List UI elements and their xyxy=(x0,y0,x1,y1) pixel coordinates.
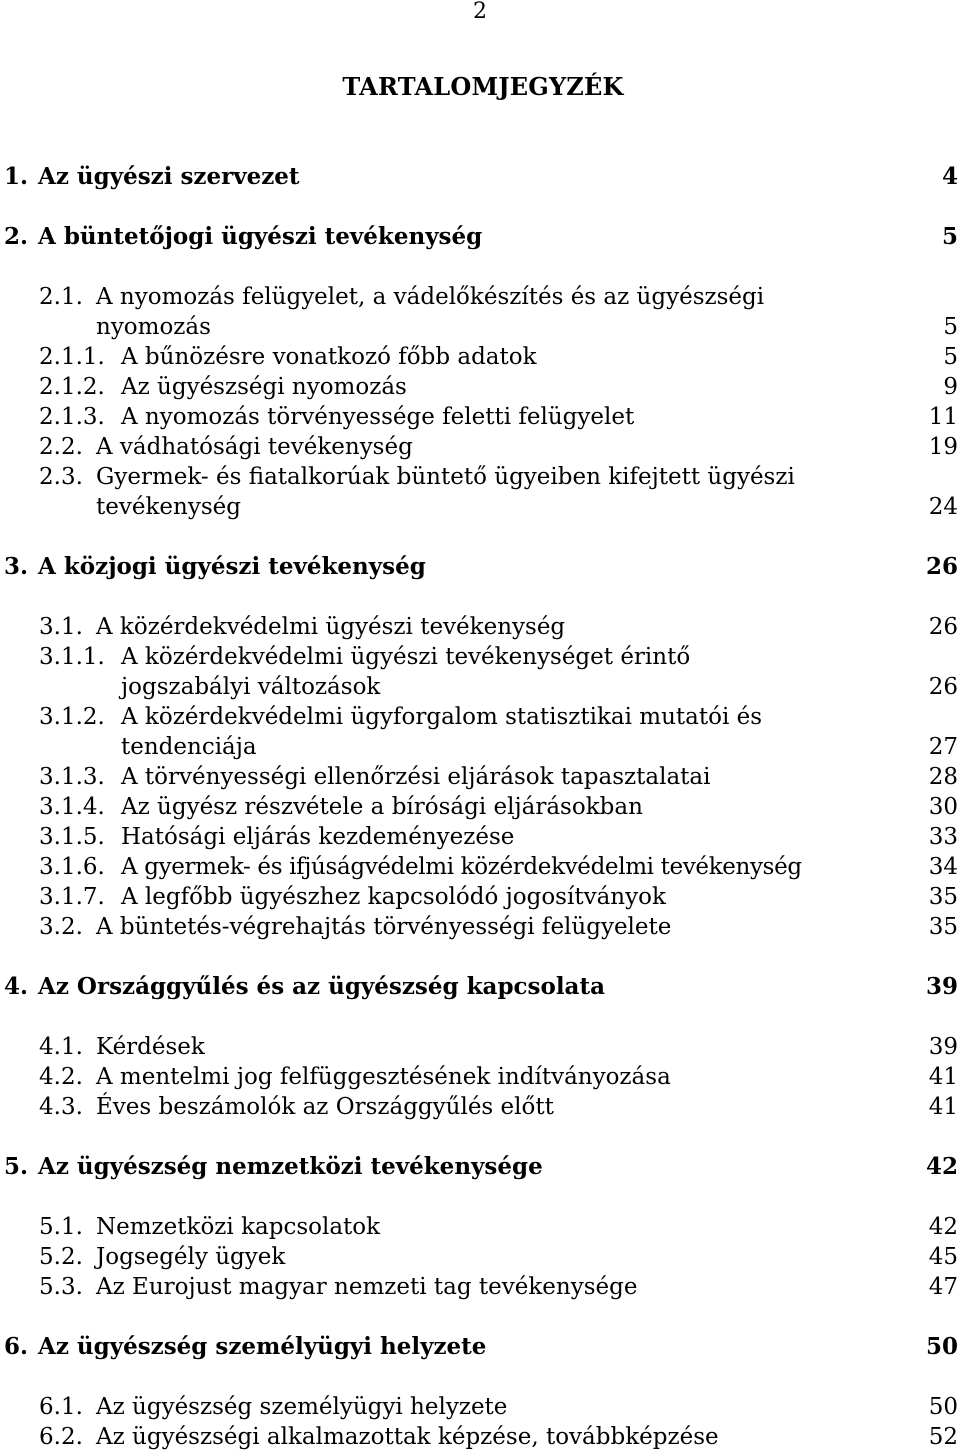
entry-number: 4.2. xyxy=(39,1064,83,1090)
entry-title: Gyermek- és fiatalkorúak büntető ügyeiben kifejtett ügyészi xyxy=(96,464,795,490)
entry-number: 2.3. xyxy=(39,464,83,490)
toc-entry[interactable] xyxy=(0,402,958,432)
entry-number: 3.1.4. xyxy=(39,794,105,820)
entry-title: A nyomozás törvényessége feletti felügyelet xyxy=(121,404,635,430)
entry-page: 39 xyxy=(928,1034,958,1060)
toc-entry[interactable] xyxy=(0,1242,958,1272)
entry-page: 30 xyxy=(928,794,958,820)
entry-number: 2.1.3. xyxy=(39,404,105,430)
entry-title: A közérdekvédelmi ügyforgalom statisztikai mutatói és xyxy=(121,704,763,730)
toc-entry[interactable] xyxy=(0,1392,958,1422)
toc-entry[interactable] xyxy=(0,342,958,372)
entry-title: Az Eurojust magyar nemzeti tag tevékenysége xyxy=(96,1274,638,1300)
entry-page: 35 xyxy=(928,884,958,910)
page-number: 2 xyxy=(473,0,487,24)
entry-number: 6. xyxy=(4,1333,29,1360)
toc-entry-continuation[interactable] xyxy=(0,492,958,522)
toc-entry[interactable] xyxy=(0,1152,958,1182)
toc-entry[interactable] xyxy=(0,1092,958,1122)
entry-title: Jogsegély ügyek xyxy=(96,1244,286,1270)
toc-entry[interactable] xyxy=(0,762,958,792)
toc-entry[interactable] xyxy=(0,552,958,582)
toc-entry[interactable] xyxy=(0,972,958,1002)
toc-entry[interactable] xyxy=(0,462,958,492)
entry-title: A vádhatósági tevékenység xyxy=(96,434,413,460)
entry-number: 4.1. xyxy=(39,1034,83,1060)
entry-title: Az ügyészségi alkalmazottak képzése, továbbképzése xyxy=(96,1424,719,1450)
entry-number: 6.1. xyxy=(39,1394,83,1420)
entry-page: 50 xyxy=(928,1394,958,1420)
entry-number: 3.1.3. xyxy=(39,764,105,790)
entry-title: tevékenység xyxy=(96,494,241,520)
entry-page: 50 xyxy=(925,1333,958,1360)
entry-number: 2.1.2. xyxy=(39,374,105,400)
entry-number: 3.1.7. xyxy=(39,884,105,910)
entry-title: tendenciája xyxy=(121,734,257,760)
toc-entry[interactable] xyxy=(0,1212,958,1242)
entry-number: 3.1.6. xyxy=(39,854,105,880)
entry-title: A közjogi ügyészi tevékenység xyxy=(38,553,426,580)
entry-page: 9 xyxy=(943,374,958,400)
entry-title: A legfőbb ügyészhez kapcsolódó jogosítványok xyxy=(121,884,666,910)
toc-entry-continuation[interactable] xyxy=(0,732,958,762)
entry-title: A közérdekvédelmi ügyészi tevékenység xyxy=(96,614,566,640)
entry-title: Kérdések xyxy=(96,1034,205,1060)
entry-page: 39 xyxy=(925,973,958,1000)
toc-entry[interactable] xyxy=(0,822,958,852)
toc-entry[interactable] xyxy=(0,852,958,882)
toc-entry[interactable] xyxy=(0,222,958,252)
entry-title: jogszabályi változások xyxy=(121,674,381,700)
entry-number: 3.2. xyxy=(39,914,83,940)
entry-title: A büntetés-végrehajtás törvényességi felügyelete xyxy=(96,914,672,940)
entry-title: Éves beszámolók az Országgyűlés előtt xyxy=(96,1094,554,1120)
entry-page: 41 xyxy=(928,1064,958,1090)
entry-title: A büntetőjogi ügyészi tevékenység xyxy=(38,223,483,250)
entry-title: Nemzetközi kapcsolatok xyxy=(96,1214,381,1240)
toc-entry-continuation[interactable] xyxy=(0,672,958,702)
entry-number: 3.1.5. xyxy=(39,824,105,850)
entry-number: 2.1.1. xyxy=(39,344,105,370)
entry-page: 27 xyxy=(928,734,958,760)
entry-page: 42 xyxy=(925,1153,958,1180)
entry-title: A nyomozás felügyelet, a vádelőkészítés és az ügyészségi xyxy=(96,284,765,310)
entry-title: A gyermek- és ifjúságvédelmi közérdekvédelmi tevékenység xyxy=(121,854,802,880)
toc-entry[interactable] xyxy=(0,1272,958,1302)
entry-number: 3.1.1. xyxy=(39,644,105,670)
entry-number: 3.1. xyxy=(39,614,83,640)
entry-page: 4 xyxy=(941,163,958,190)
entry-title: Az ügyészség nemzetközi tevékenysége xyxy=(38,1153,543,1180)
entry-page: 33 xyxy=(928,824,958,850)
entry-number: 5. xyxy=(4,1153,29,1180)
entry-number: 3. xyxy=(4,553,29,580)
entry-number: 2.2. xyxy=(39,434,83,460)
entry-page: 52 xyxy=(928,1424,958,1450)
toc-entry[interactable] xyxy=(0,1422,958,1452)
entry-title: A bűnözésre vonatkozó főbb adatok xyxy=(121,344,537,370)
entry-page: 19 xyxy=(928,434,958,460)
entry-title: Az Országgyűlés és az ügyészség kapcsolata xyxy=(38,973,605,1000)
entry-page: 5 xyxy=(943,314,958,340)
entry-number: 5.1. xyxy=(39,1214,83,1240)
entry-number: 3.1.2. xyxy=(39,704,105,730)
toc-entry[interactable] xyxy=(0,1062,958,1092)
toc-entry[interactable] xyxy=(0,282,958,312)
toc-title: TARTALOMJEGYZÉK xyxy=(342,72,624,101)
toc-entry[interactable] xyxy=(0,912,958,942)
entry-title: A mentelmi jog felfüggesztésének indítványozása xyxy=(96,1064,671,1090)
toc-entry[interactable] xyxy=(0,372,958,402)
entry-title: Az ügyészség személyügyi helyzete xyxy=(38,1333,487,1360)
toc-entry[interactable] xyxy=(0,1032,958,1062)
entry-number: 5.3. xyxy=(39,1274,83,1300)
entry-title: A törvényességi ellenőrzési eljárások tapasztalatai xyxy=(121,764,711,790)
toc-entry[interactable] xyxy=(0,702,958,732)
entry-page: 45 xyxy=(928,1244,958,1270)
toc-entry[interactable] xyxy=(0,882,958,912)
toc-entry[interactable] xyxy=(0,1332,958,1362)
entry-page: 5 xyxy=(941,223,958,250)
entry-page: 26 xyxy=(925,553,958,580)
entry-page: 42 xyxy=(928,1214,958,1240)
entry-page: 34 xyxy=(928,854,958,880)
toc-entry[interactable] xyxy=(0,162,958,192)
entry-page: 24 xyxy=(928,494,958,520)
entry-number: 4. xyxy=(4,973,29,1000)
entry-page: 41 xyxy=(928,1094,958,1120)
entry-number: 5.2. xyxy=(39,1244,83,1270)
entry-page: 26 xyxy=(928,674,958,700)
entry-page: 35 xyxy=(928,914,958,940)
entry-page: 28 xyxy=(928,764,958,790)
entry-page: 26 xyxy=(928,614,958,640)
entry-title: Az ügyészség személyügyi helyzete xyxy=(96,1394,508,1420)
entry-number: 2.1. xyxy=(39,284,83,310)
toc-entry[interactable] xyxy=(0,792,958,822)
entry-title: nyomozás xyxy=(96,314,211,340)
entry-page: 5 xyxy=(943,344,958,370)
entry-title: Az ügyészségi nyomozás xyxy=(121,374,407,400)
entry-title: Az ügyész részvétele a bírósági eljárásokban xyxy=(121,794,643,820)
entry-page: 47 xyxy=(928,1274,958,1300)
toc-entry[interactable] xyxy=(0,642,958,672)
entry-number: 4.3. xyxy=(39,1094,83,1120)
entry-number: 6.2. xyxy=(39,1424,83,1450)
entry-page: 11 xyxy=(928,404,958,430)
entry-number: 2. xyxy=(4,223,29,250)
toc-entry-continuation[interactable] xyxy=(0,312,958,342)
entry-title: Hatósági eljárás kezdeményezése xyxy=(121,824,515,850)
toc-entry[interactable] xyxy=(0,432,958,462)
entry-number: 1. xyxy=(4,163,29,190)
toc-entry[interactable] xyxy=(0,612,958,642)
entry-title: Az ügyészi szervezet xyxy=(38,163,300,190)
entry-title: A közérdekvédelmi ügyészi tevékenységet érintő xyxy=(121,644,691,670)
